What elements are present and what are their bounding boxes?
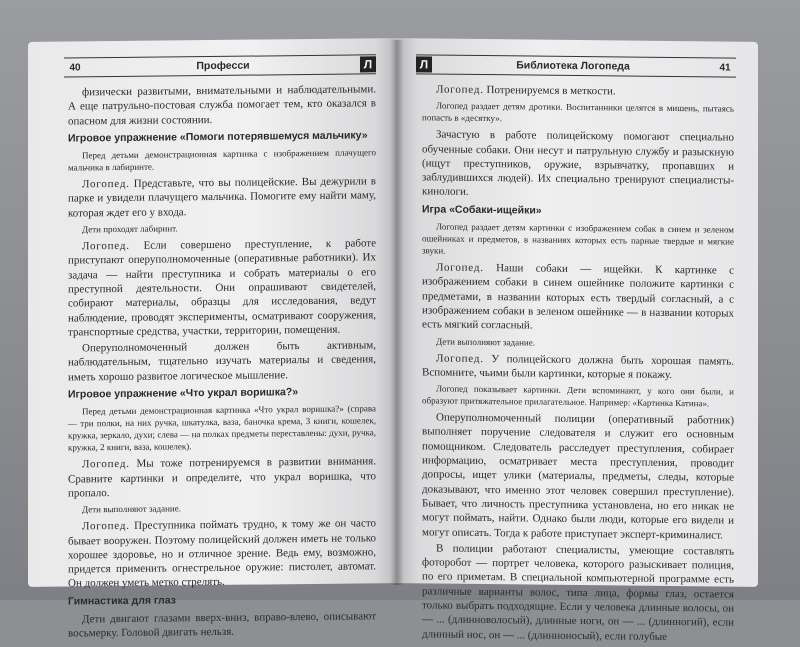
- speech-paragraph: [68, 455, 376, 501]
- speech-paragraph: [422, 351, 734, 383]
- instruction-note: Логопед раздает детям картинки с изображением собак в синем и зеленом ошейниках и предметов, в названиях которых есть парные твердые и мягкие звуки.: [422, 221, 734, 256]
- speaker-label: Логопед.: [82, 458, 130, 471]
- section-heading: Игровое упражнение «Что украл воришка?»: [68, 386, 299, 401]
- instruction-note: Перед детьми демонстрационная картинка «Что украл воришка?» (справа — три полки, на них ручка, шкатулка, ваза, баночка крема, 3 книги, кошелек, кружка, зеркало, духи; слева — на полках предметы переставлены: духи, ручка, кружка, 2 книги, ваза, кошелек).: [68, 403, 376, 453]
- body-paragraph: Оперуполномоченный полиции (оперативный работник) выполняет поручение следователя и служит его основным помощником. Следователь расследует преступления, собирает информацию, осматривает места преступления, проводит допросы, ищет улики (материалы, предметы, следы, которые доказывают, что именно этот человек совершил преступление). Бывает, что личность преступника установлена, но его никак не могут поймать, найти. Однако были люди, которые его видели и могут описать. Тогда к работе приступает эксперт-криминалист.: [422, 411, 734, 542]
- instruction-note: Дети проходят лабиринт.: [82, 223, 178, 235]
- speech-text: Потренируемся в меткости.: [483, 84, 616, 98]
- body-paragraph: Оперуполномоченный должен быть активным, наблюдательным, тщательно изучать материалы и сведения, иметь хорошо развитое логическое мышление.: [68, 339, 376, 384]
- speech-text: Преступника поймать трудно, к тому же он часто бывает вооружен. Поэтому полицейский должен иметь не только хорошее здоровье, но и отличное зрение. Ведь ему, возможно, придется применить огнестрельное оружие: пистолет, автомат. Он должен уметь метко стрелять.: [68, 517, 376, 590]
- speaker-label: Логопед.: [436, 261, 484, 275]
- left-page-content: [68, 82, 376, 643]
- speaker-label: Логопед.: [82, 239, 130, 253]
- speaker-label: Логопед.: [436, 352, 484, 365]
- left-page: [28, 38, 398, 640]
- speech-paragraph: [68, 517, 376, 592]
- library-logo-icon: Л: [416, 56, 432, 72]
- instruction-note: Дети выполняют задание.: [436, 336, 535, 348]
- speech-text: У полицейского должна быть хорошая память. Вспомните, чьими были картинки, которые я покажу.: [422, 352, 734, 381]
- right-page: [396, 38, 758, 643]
- speech-text: Если совершено преступление, к работе приступают оперуполномоченные (оперативные работники). Их задача — найти преступника и собрать материалы о его преступной деятельности. Они опрашивают свидетелей, собирают материалы, образцы для исследования, ведут наблюдение, проводят эксперименты, осматривают сооружения, транспортные средства, участки, территории, помещения.: [68, 237, 376, 339]
- speaker-label: Логопед.: [82, 520, 130, 533]
- speech-text: Представьте, что вы полицейские. Вы дежурили в парке и увидели плачущего мальчика. Помогите ему найти маму, которая ждет его у входа.: [68, 175, 376, 220]
- body-paragraph: физически развитыми, внимательными и наблюдательными. А еще патрульно-постовая служба помогает тем, кто оказался в опасном для жизни состоянии.: [68, 83, 376, 128]
- speech-paragraph: [68, 174, 376, 220]
- instruction-note: Логопед показывает картинки. Дети вспоминают, у кого они были, и образуют притяжательное прилагательное. Например: «Картинка Катина».: [422, 383, 734, 409]
- left-page-header: [64, 54, 376, 77]
- speech-paragraph: [422, 82, 734, 100]
- speech-paragraph: [422, 260, 734, 335]
- open-book: [28, 40, 758, 643]
- right-page-number: 41: [719, 61, 731, 74]
- speaker-label: Логопед.: [436, 83, 484, 97]
- library-logo-icon: Л: [360, 56, 376, 72]
- speech-text: Мы тоже потренируемся в развитии внимания. Сравните картинки и определите, что украл воришка, что пропало.: [68, 455, 376, 500]
- section-heading: Игровое упражнение «Помоги потерявшемуся мальчику»: [68, 129, 368, 145]
- speech-paragraph: [68, 236, 376, 339]
- instruction-note: Логопед раздает детям дротики. Воспитанники целятся в мишень, пытаясь попасть в «десятку».: [422, 100, 734, 124]
- body-paragraph: Зачастую в работе полицейскому помогают специально обученные собаки. Они несут и патрульную службу и разыскную (ищут преступников, оружие, взрывчатку, пропавших и заблудившихся людей). Их специально тренируют специалисты-кинологи.: [422, 128, 734, 199]
- right-running-title: Библиотека Логопеда: [516, 59, 630, 73]
- speaker-label: Логопед.: [82, 178, 130, 191]
- right-page-header: [416, 54, 736, 77]
- right-page-content: [422, 82, 734, 646]
- section-heading: Гимнастика для глаз: [68, 594, 176, 608]
- section-heading: Игра «Собаки-ищейки»: [422, 203, 542, 217]
- left-page-number: 40: [69, 61, 81, 74]
- instruction-note: Дети выполняют задание.: [82, 503, 181, 515]
- body-paragraph: В полиции работают специалисты, умеющие составлять фоторобот — портрет человека, которого разыскивает полиция, по его приметам. В специальной компьютерной программе есть различные варианты волос, типа лица, формы глаз, остается только выбрать подходящие. Если у человека длинные волосы, он — ... (длинноволосый), длинные ноги, он — ... (длинногий), если длинный нос, он — ... (длинноносый), если голубые: [422, 542, 734, 643]
- left-running-title: Професси: [196, 59, 250, 73]
- instruction-note: Перед детьми демонстрационная картинка с изображением плачущего мальчика в лабиринте.: [68, 147, 376, 173]
- body-paragraph: Дети двигают глазами вверх-вниз, вправо-влево, описывают восьмерку. Головой двигать нельзя.: [68, 610, 376, 640]
- book-gutter: [390, 40, 404, 585]
- speech-text: Наши собаки — ищейки. К картинке с изображением собаки в синем ошейнике положите картинки с предметами, в названии которых есть твердый согласный, а с изображением собаки в зеленом ошейнике — в названии которых есть мягкий согласный.: [422, 262, 734, 332]
